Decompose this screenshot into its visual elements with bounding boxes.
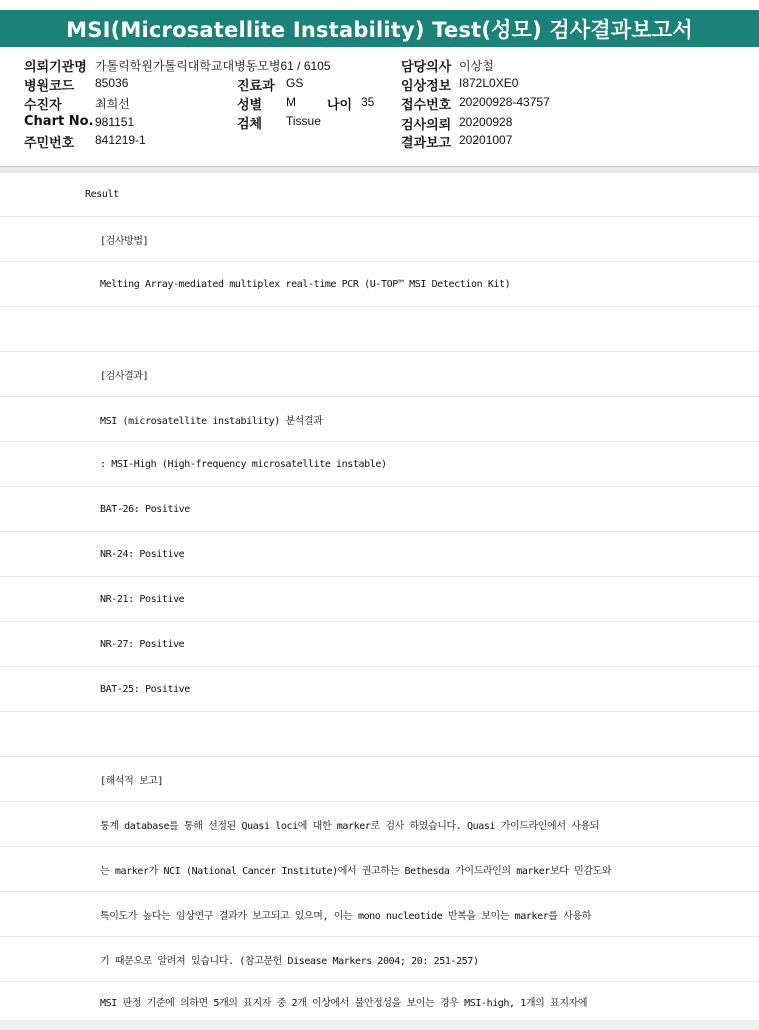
- report-row: [0, 173, 759, 217]
- institution-value: 가톨릭학원가톨릭대학교대병동모병61 / 6105: [95, 59, 331, 73]
- row-text: : MSI-High (High-frequency microsatellite instable): [100, 458, 387, 470]
- age-label: 나이: [327, 98, 353, 113]
- receipt-no-label: 접수번호: [401, 98, 452, 113]
- row-text: MSI (microsatellite instability) 분석결과: [100, 415, 323, 427]
- report-row: [0, 352, 759, 397]
- request-date-label: 검사의뢰: [401, 118, 452, 133]
- section-divider: [0, 166, 759, 173]
- report-row: [0, 937, 759, 982]
- row-text: BAT-25: Positive: [100, 683, 190, 695]
- report-body: [0, 173, 759, 1020]
- report-row: [0, 982, 759, 1020]
- report-row: [0, 712, 759, 757]
- report-row: [0, 622, 759, 667]
- hospital-code-label: 병원코드: [24, 79, 75, 94]
- department-label: 진료과: [237, 79, 275, 94]
- row-text: 는 marker가 NCI (National Cancer Institute)에서 권고하는 Bethesda 가이드라인의 marker보다 민감도와: [100, 865, 612, 877]
- report-row: [0, 802, 759, 847]
- report-row: [0, 892, 759, 937]
- patient-info-section: [0, 54, 759, 154]
- bottom-scroll-area: [0, 1020, 759, 1030]
- collector-value: 최희선: [95, 97, 130, 111]
- hospital-code-value: 85036: [95, 76, 129, 90]
- doctor-label: 담당의사: [401, 60, 452, 75]
- row-text: Result: [85, 189, 119, 200]
- receipt-no-value: 20200928-43757: [459, 95, 550, 109]
- report-row: [0, 847, 759, 892]
- institution-label: 의뢰기관명: [24, 60, 87, 75]
- row-text: 특이도가 높다는 임상연구 결과가 보고되고 있으며, 이는 mono nucleotide 반복을 보이는 marker를 사용하: [100, 910, 592, 922]
- clinical-info-label: 임상정보: [401, 79, 452, 94]
- report-title: MSI(Microsatellite Instability) Test(성모) 검사결과보고서: [66, 17, 693, 42]
- row-text: [검사방법]: [100, 235, 149, 247]
- collector-label: 수진자: [24, 98, 62, 113]
- specimen-label: 검체: [237, 117, 263, 132]
- report-date-label: 결과보고: [401, 136, 452, 151]
- age-value: 35: [361, 95, 375, 109]
- resident-no-value: 841219-1: [95, 133, 146, 147]
- row-text: [해석적 보고]: [100, 775, 164, 787]
- request-date-value: 20200928: [459, 115, 513, 129]
- report-row: [0, 577, 759, 622]
- report-date-value: 20201007: [459, 133, 513, 147]
- row-text: 기 때문으로 알려져 있습니다. (참고문헌 Disease Markers 2004; 20: 251-257): [100, 955, 479, 967]
- row-text: MSI 판정 기준에 의하면 5개의 표지자 중 2개 이상에서 불안정성을 보이는 경우 MSI-high, 1개의 표지자에: [100, 997, 588, 1009]
- resident-no-label: 주민번호: [24, 136, 75, 151]
- doctor-value: 이상철: [459, 59, 494, 73]
- department-value: GS: [286, 76, 304, 90]
- row-text: NR-27: Positive: [100, 638, 185, 650]
- report-row: [0, 667, 759, 712]
- report-row: [0, 307, 759, 352]
- clinical-info-value: I872L0XE0: [459, 76, 519, 90]
- report-row: [0, 757, 759, 802]
- row-text: BAT-26: Positive: [100, 503, 190, 515]
- specimen-value: Tissue: [286, 114, 321, 128]
- report-row: [0, 397, 759, 442]
- row-text: [검사결과]: [100, 370, 149, 382]
- row-text: Melting Array-mediated multiplex real-time PCR (U-TOP™ MSI Detection Kit): [100, 278, 511, 290]
- report-title-bar: [0, 10, 759, 47]
- sex-label: 성별: [237, 98, 263, 113]
- chart-no-label: Chart No.: [24, 114, 94, 129]
- row-text: 통계 database를 통해 선정된 Quasi loci에 대한 marker로 검사 하였습니다. Quasi 가이드라인에서 사용되: [100, 820, 599, 832]
- chart-no-value: 981151: [95, 115, 135, 129]
- row-text: NR-24: Positive: [100, 548, 185, 560]
- report-row: [0, 487, 759, 532]
- row-text: NR-21: Positive: [100, 593, 185, 605]
- report-row: [0, 217, 759, 262]
- report-row: [0, 532, 759, 577]
- report-row: [0, 442, 759, 487]
- report-row: [0, 262, 759, 307]
- sex-value: M: [286, 95, 296, 109]
